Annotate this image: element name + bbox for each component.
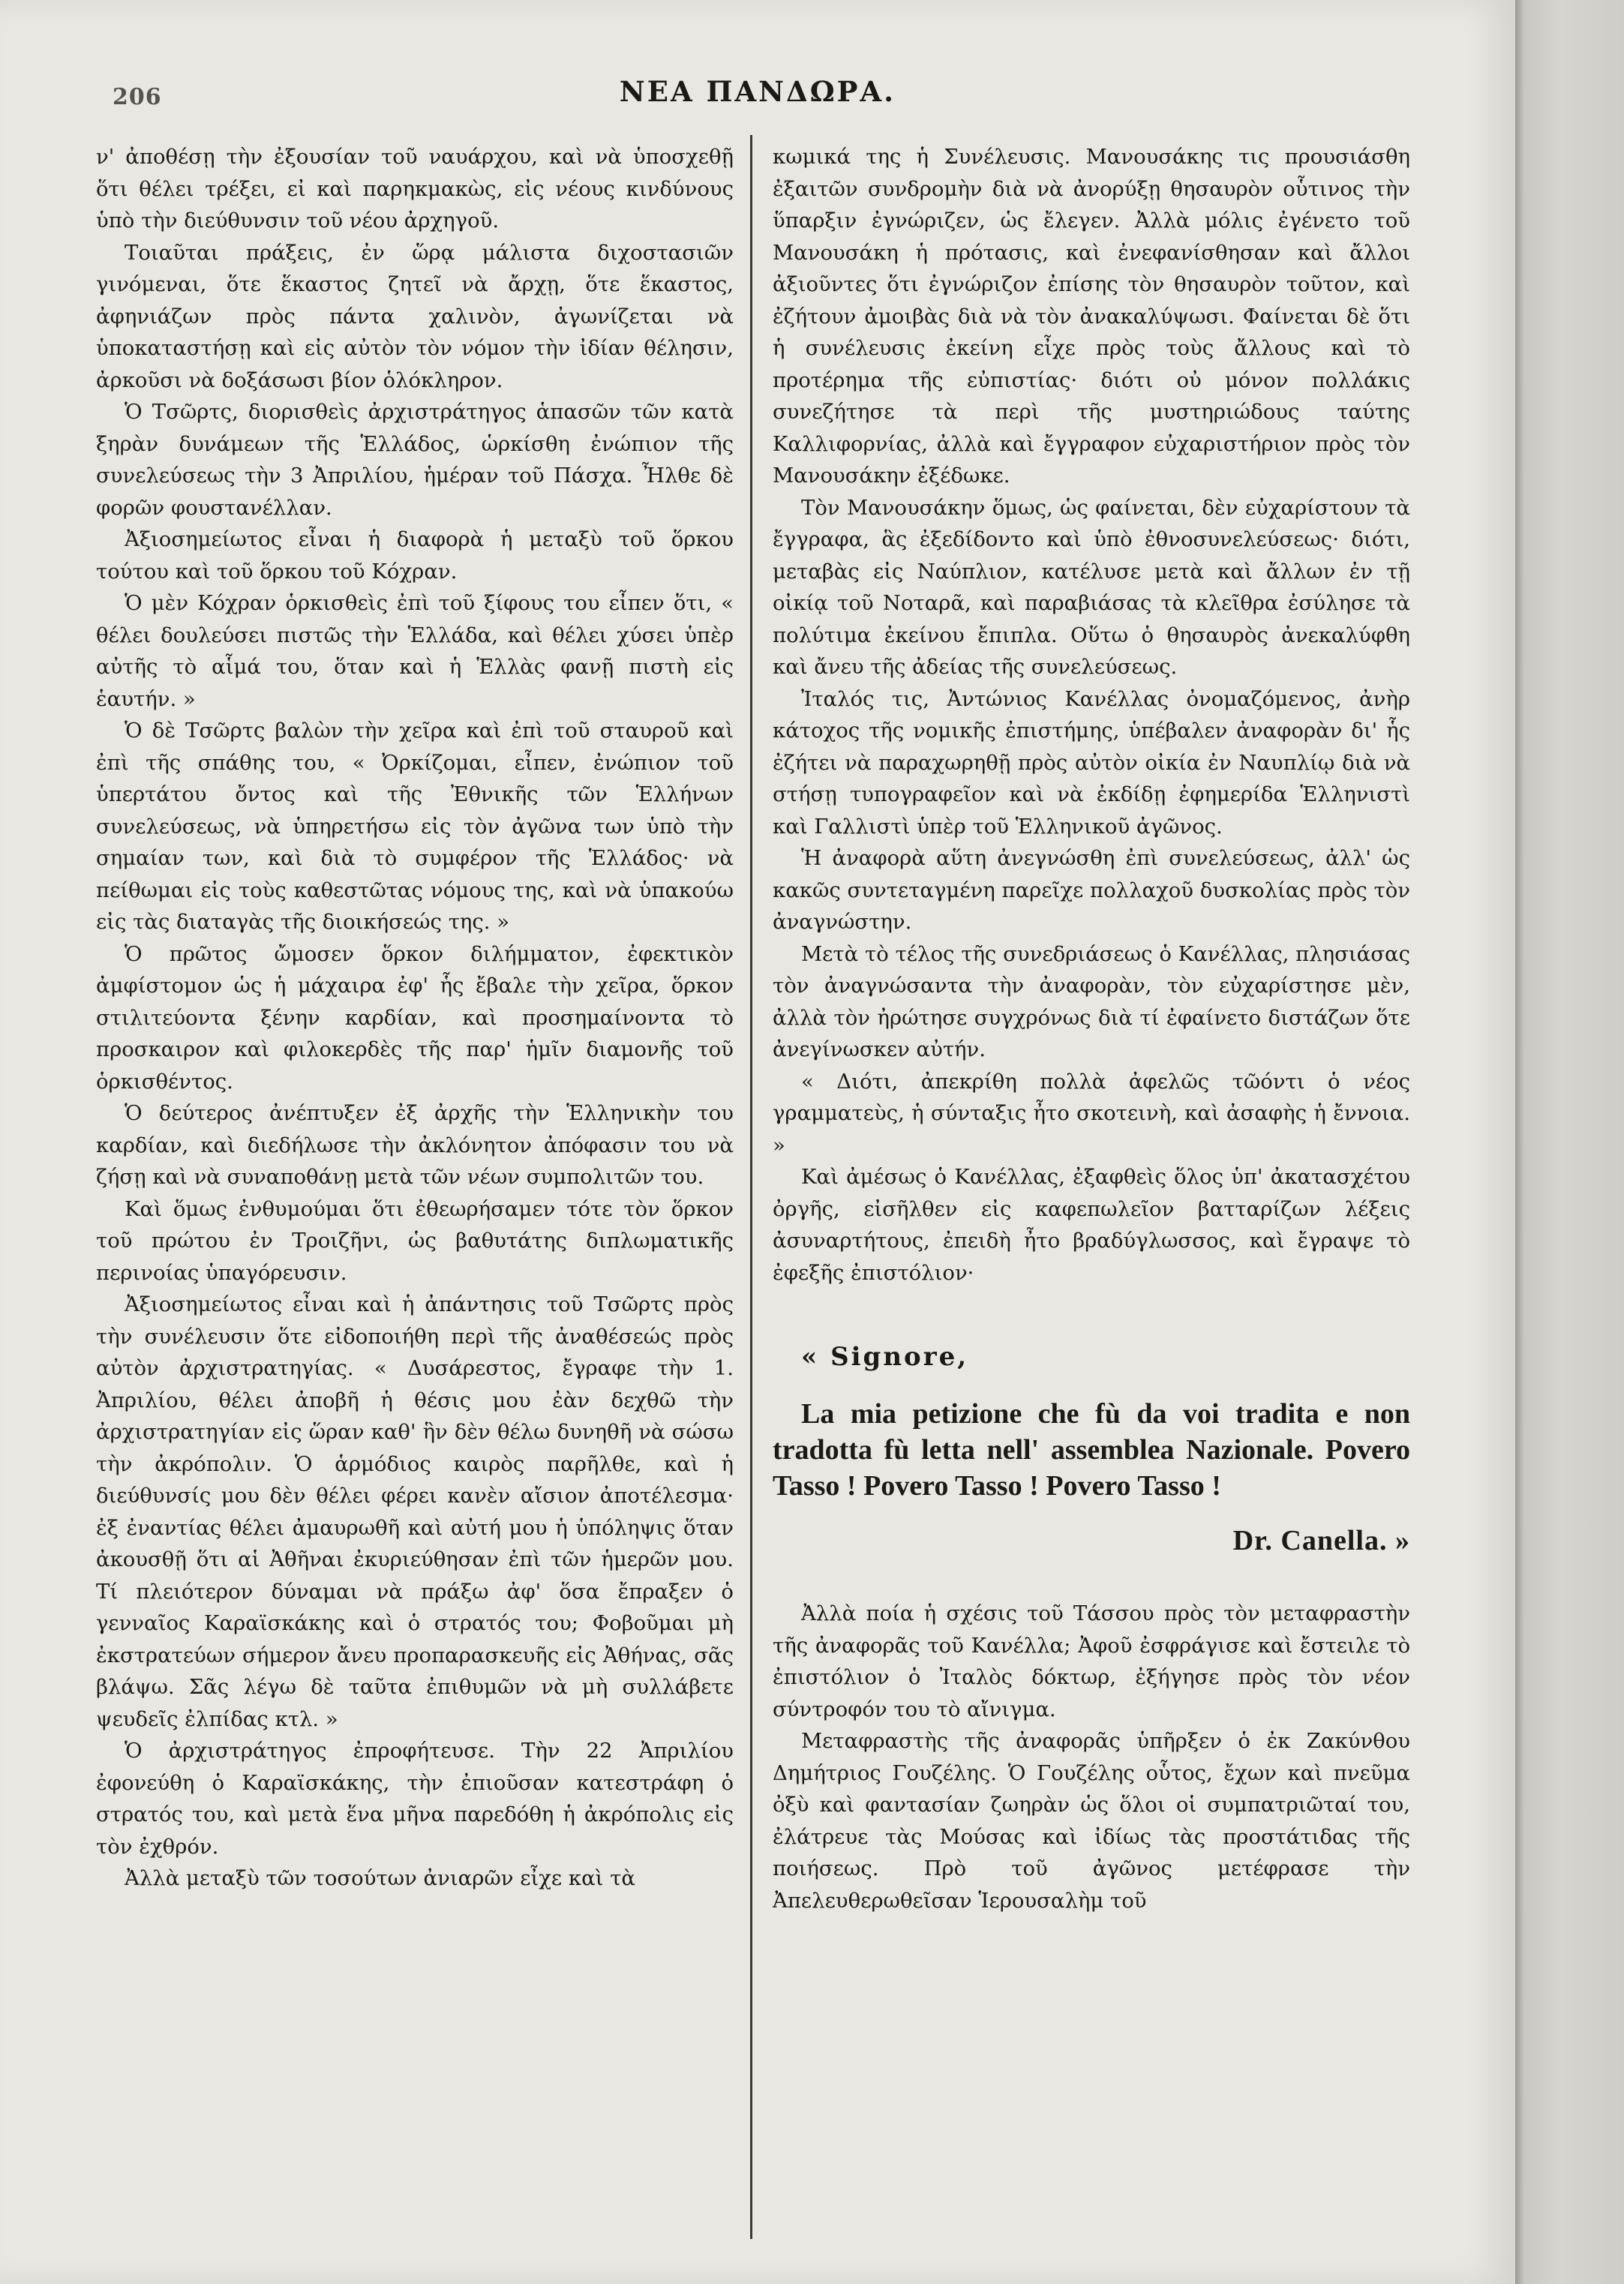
letter-body [773, 1396, 1410, 1504]
paragraph: Μετὰ τὸ τέλος τῆς συνεδριάσεως ὁ Κανέλλας, πλησιάσας τὸν ἀναγνώσαντα τὴν ἀναφορὰν, τὸν εὐχαρίστησε μὲν, ἀλλὰ τὸν ἠρώτησε συγχρόνως διὰ τί ἐφαίνετο διστάζων ὅτε ἀνεγίνωσκεν αὐτήν. [773, 941, 1410, 1061]
paragraph: Ὁ ἀρχιστράτηγος ἐπροφήτευσε. Τὴν 22 Ἀπριλίου ἐφονεύθη ὁ Καραϊσκάκης, τὴν ἐπιοῦσαν κατεστράφη ὁ στρατός του, καὶ μετὰ ἕνα μῆνα παρεδόθη ἡ ἀκρόπολις εἰς τὸν ἐχθρόν. [96, 1739, 734, 1859]
right-column [773, 141, 1410, 1916]
paragraph: Καὶ ἀμέσως ὁ Κανέλλας, ἐξαφθεὶς ὅλος ὑπ' ἀκατασχέτου ὀργῆς, εἰσῆλθεν εἰς καφεπωλεῖον βατταρίζων λέξεις ἀσυναρτήτους, ἐπειδὴ ἦτο βραδύγλωσσος, καὶ ἔγραψε τὸ ἐφεξῆς ἐπιστόλιον· [773, 1165, 1410, 1285]
paragraph: Ἡ ἀναφορὰ αὕτη ἀνεγνώσθη ἐπὶ συνελεύσεως, ἀλλ' ὡς κακῶς συντεταγμένη παρεῖχε πολλαχοῦ δυσκολίας πρὸς τὸν ἀναγνώστην. [773, 846, 1410, 934]
paragraph: « Διότι, ἀπεκρίθη πολλὰ ἀφελῶς τῶόντι ὁ νέος γραμματεὺς, ἡ σύνταξις ἦτο σκοτεινὴ, καὶ ἀσαφὴς ἡ ἔννοια. » [773, 1069, 1410, 1157]
paragraph: Τὸν Μανουσάκην ὅμως, ὡς φαίνεται, δὲν εὐχαρίστουν τὰ ἔγγραφα, ἃς ἐξεδίδοντο καὶ ὑπὸ ἐθνοσυνελεύσεως· διότι, μεταβὰς εἰς Ναύπλιον, κατέλυσε μετὰ καὶ ἄλλων ἐν τῇ οἰκίᾳ τοῦ Νοταρᾶ, καὶ παραβιάσας τὰ κλεῖθρα ἐσύλησε τὰ πολύτιμα ἐκείνου ἔπιπλα. Οὕτω ὁ θησαυρὸς ἀνεκαλύφθη καὶ ἄνευ τῆς ἀδείας τῆς συνελεύσεως. [773, 495, 1410, 679]
paragraph: Μεταφραστὴς τῆς ἀναφορᾶς ὑπῆρξεν ὁ ἐκ Ζακύνθου Δημήτριος Γουζέλης. Ὁ Γουζέλης οὗτος, ἔχων καὶ πνεῦμα ὀξὺ καὶ φαντασίαν ζωηρὰν ὡς ὅλοι οἱ συμπατριῶταί του, ἐλάτρευε τὰς Μούσας καὶ ἰδίως τὰς προστάτιδας τῆς ποιήσεως. Πρὸ τοῦ ἀγῶνος μετέφρασε τὴν Ἀπελευθερωθεῖσαν Ἱερουσαλὴμ τοῦ [773, 1729, 1410, 1913]
page-number: 206 [113, 84, 162, 110]
paragraph: ν' ἀποθέσῃ τὴν ἐξουσίαν τοῦ ναυάρχου, καὶ νὰ ὑποσχεθῇ ὅτι θέλει τρέξει, εἰ καὶ παρηκμακὼς, εἰς νέους κινδύνους ὑπὸ τὴν διεύθυνσιν τοῦ νέου ἀρχηγοῦ. [96, 145, 734, 233]
paragraph: Ἀξιοσημείωτος εἶναι ἡ διαφορὰ ἡ μεταξὺ τοῦ ὅρκου τούτου καὶ τοῦ ὅρκου τοῦ Κόχραν. [96, 527, 734, 584]
paragraph: κωμικά της ἡ Συνέλευσις. Μανουσάκης τις προυσιάσθη ἐξαιτῶν συνδρομὴν διὰ νὰ ἀνορύξῃ θησαυρὸν οὗτινος τὴν ὕπαρξιν ἐγνώριζεν, ὡς ἔλεγεν. Ἀλλὰ μόλις ἐγένετο τοῦ Μανουσάκη ἡ πρότασις, καὶ ἐνεφανίσθησαν καὶ ἄλλοι ἀξιοῦντες ὅτι ἐγνώριζον ἐπίσης τὸν θησαυρὸν τοῦτον, καὶ ἐζήτουν ἀμοιβὰς διὰ νὰ τὸν ἀνακαλύψωσι. Φαίνεται δὲ ὅτι ἡ συνέλευσις ἐκείνη εἶχε πρὸς τοὺς ἄλλους καὶ τὸ προτέρημα τῆς εὐπιστίας· διότι οὐ μόνον πολλάκις συνεζήτησε τὰ περὶ τῆς μυστηριώδους ταύτης Καλλιφορνίας, ἀλλὰ καὶ ἔγγραφον εὐχαριστήριον πρὸς τὸν Μανουσάκην ἐξέδωκε. [773, 145, 1410, 488]
column-divider [750, 135, 752, 2239]
paragraph: Ἀλλὰ μεταξὺ τῶν τοσούτων ἀνιαρῶν εἶχε καὶ τὰ [125, 1866, 635, 1890]
left-column [96, 141, 734, 1895]
paragraph: Ὁ μὲν Κόχραν ὁρκισθεὶς ἐπὶ τοῦ ξίφους του εἶπεν ὅτι, « θέλει δουλεύσει πιστῶς τὴν Ἑλλάδα, καὶ θέλει χύσει ὑπὲρ αὐτῆς τὸ αἷμά του, ὅταν καὶ ἡ Ἑλλὰς φανῇ πιστὴ εἰς ἑαυτήν. » [96, 591, 734, 711]
paragraph: Ἀλλὰ ποία ἡ σχέσις τοῦ Τάσσου πρὸς τὸν μεταφραστὴν τῆς ἀναφορᾶς τοῦ Κανέλλα; Ἀφοῦ ἐσφράγισε καὶ ἔστειλε τὸ ἐπιστόλιον ὁ Ἰταλὸς δόκτωρ, ἐξήγησε πρὸς τὸν νέον σύντροφόν του τὸ αἴνιγμα. [773, 1601, 1410, 1721]
quoted-letter [773, 1341, 1410, 1556]
letter-signature: Dr. Canella. » [1232, 1524, 1410, 1556]
paragraph: Τοιαῦται πράξεις, ἐν ὥρᾳ μάλιστα διχοστασιῶν γινόμεναι, ὅτε ἕκαστος ζητεῖ νὰ ἄρχῃ, ὅτε ἕκαστος, ἀφηνιάζων πρὸς πάντα χαλινὸν, ἀγωνίζεται νὰ ὑποκαταστήσῃ καὶ εἰς αὐτὸν τὸν νόμον τὴν ἰδίαν θέλησιν, ἀρκοῦσι νὰ δοξάσωσι βίον ὁλόκληρον. [96, 240, 734, 392]
paragraph: Ὁ πρῶτος ὤμοσεν ὅρκον διλήμματον, ἐφεκτικὸν ἀμφίστομον ὡς ἡ μάχαιρα ἐφ' ἧς ἔβαλε τὴν χεῖρα, ὅρκον στιλιτεύοντα ξένην καρδίαν, καὶ προσημαίνοντα τὸ προσκαιρον καὶ φιλοκερδὲς τῆς παρ' ἡμῖν διαμονῆς τοῦ ὁρκισθέντος. [96, 941, 734, 1094]
paragraph: Ὁ Τσῶρτς, διορισθεὶς ἀρχιστράτηγος ἁπασῶν τῶν κατὰ ξηρὰν δυνάμεων τῆς Ἑλλάδος, ὡρκίσθη ἐνώπιον τῆς συνελεύσεως τὴν 3 Ἀπριλίου, ἡμέραν τοῦ Πάσχα. Ἦλθε δὲ φορῶν φουστανέλλαν. [96, 400, 734, 520]
paragraph: Ἰταλός τις, Ἀντώνιος Κανέλλας ὀνομαζόμενος, ἀνὴρ κάτοχος τῆς νομικῆς ἐπιστήμης, ὑπέβαλεν ἀναφορὰν δι' ἧς ἐζήτει νὰ παραχωρηθῇ πρὸς αὐτὸν οἰκία ἐν Ναυπλίῳ διὰ νὰ στήσῃ τυπογραφεῖον καὶ νὰ ἐκδίδῃ ἐφημερίδα Ἑλληνιστὶ καὶ Γαλλιστὶ ὑπὲρ τοῦ Ἑλληνικοῦ ἀγῶνος. [773, 686, 1410, 839]
paragraph: Ὁ δεύτερος ἀνέπτυξεν ἐξ ἀρχῆς τὴν Ἑλληνικὴν του καρδίαν, καὶ διεδήλωσε τὴν ἀκλόνητον ἀπόφασιν του νὰ ζήσῃ καὶ νὰ συναποθάνῃ μετὰ τῶν νέων συμπολιτῶν του. [96, 1101, 734, 1189]
letter-salutation: « Signore, [801, 1342, 969, 1372]
paragraph: Ἀξιοσημείωτος εἶναι καὶ ἡ ἀπάντησις τοῦ Τσῶρτς πρὸς τὴν συνέλευσιν ὅτε εἰδοποιήθη περὶ τῆς ἀναθέσεώς πρὸς αὐτὸν ἀρχιστρατηγίας. « Δυσάρεστος, ἔγραφε τὴν 1. Ἀπριλίου, θέλει ἀποβῆ ἡ θέσις μου ἐὰν δεχθῶ τὴν ἀρχιστρατηγίαν εἰς ὥραν καθ' ἣν δὲν θέλω δυνηθῆ νὰ σώσω τὴν ἀκρόπολιν. Ὁ ἁρμόδιος καιρὸς παρῆλθε, καὶ ἡ διεύθυνσίς μου δὲν θέλει φέρει κανὲν αἴσιον ἀποτέλεσμα· ἐξ ἐναντίας θέλει ἀμαυρωθῆ καὶ αὐτή μου ἡ ὑπόληψις ὅταν ἀκουσθῇ ὅτι αἱ Ἀθῆναι ἐκυριεύθησαν ἐπὶ τῶν ἡμερῶν μου. Τί πλειότερον δύναμαι νὰ πράξω ἀφ' ὅσα ἔπραξεν ὁ γενναῖος Καραϊσκάκης καὶ ὁ στρατός του; Φοβοῦμαι μὴ ἐκστρατεύων σήμερον ἄνευ προπαρασκευῆς εἰς Ἀθήνας, σᾶς βλάψω. Σᾶς λέγω δὲ ταῦτα ἐπιθυμῶν νὰ μὴ συλλάβετε ψευδεῖς ἐλπίδας κτλ. » [96, 1292, 734, 1731]
letter-text: La mia petizione che fù da voi tradita e non tradotta fù letta nell' assemblea Nazionale. Povero Tasso ! Povero Tasso ! Povero Tasso ! [773, 1397, 1410, 1502]
page-header: ΝΕΑ ΠΑΝΔΩΡΑ. [619, 75, 896, 108]
next-page-edge [1515, 0, 1624, 2284]
paragraph: Ὁ δὲ Τσῶρτς βαλὼν τὴν χεῖρα καὶ ἐπὶ τοῦ σταυροῦ καὶ ἐπὶ τῆς σπάθης του, « Ὀρκίζομαι, εἶπεν, ἐνώπιον τοῦ ὑπερτάτου ὄντος καὶ τῆς Ἐθνικῆς τῶν Ἑλλήνων συνελεύσεως, νὰ ὑπηρετήσω εἰς τὸν ἀγῶνα των ὑπὸ τὴν σημαίαν των, καὶ διὰ τὸ συμφέρον τῆς Ἑλλάδος· νὰ πείθωμαι εἰς τοὺς καθεστῶτας νόμους της, καὶ νὰ ὑπακούω εἰς τὰς διαταγὰς τῆς διοικήσεώς της. » [96, 719, 734, 934]
paragraph: Καὶ ὅμως ἐνθυμούμαι ὅτι ἐθεωρήσαμεν τότε τὸν ὅρκον τοῦ πρώτου ἐν Τροιζῆνι, ὡς βαθυτάτης διπλωματικῆς περινοίας ὑπαγόρευσιν. [96, 1196, 734, 1285]
